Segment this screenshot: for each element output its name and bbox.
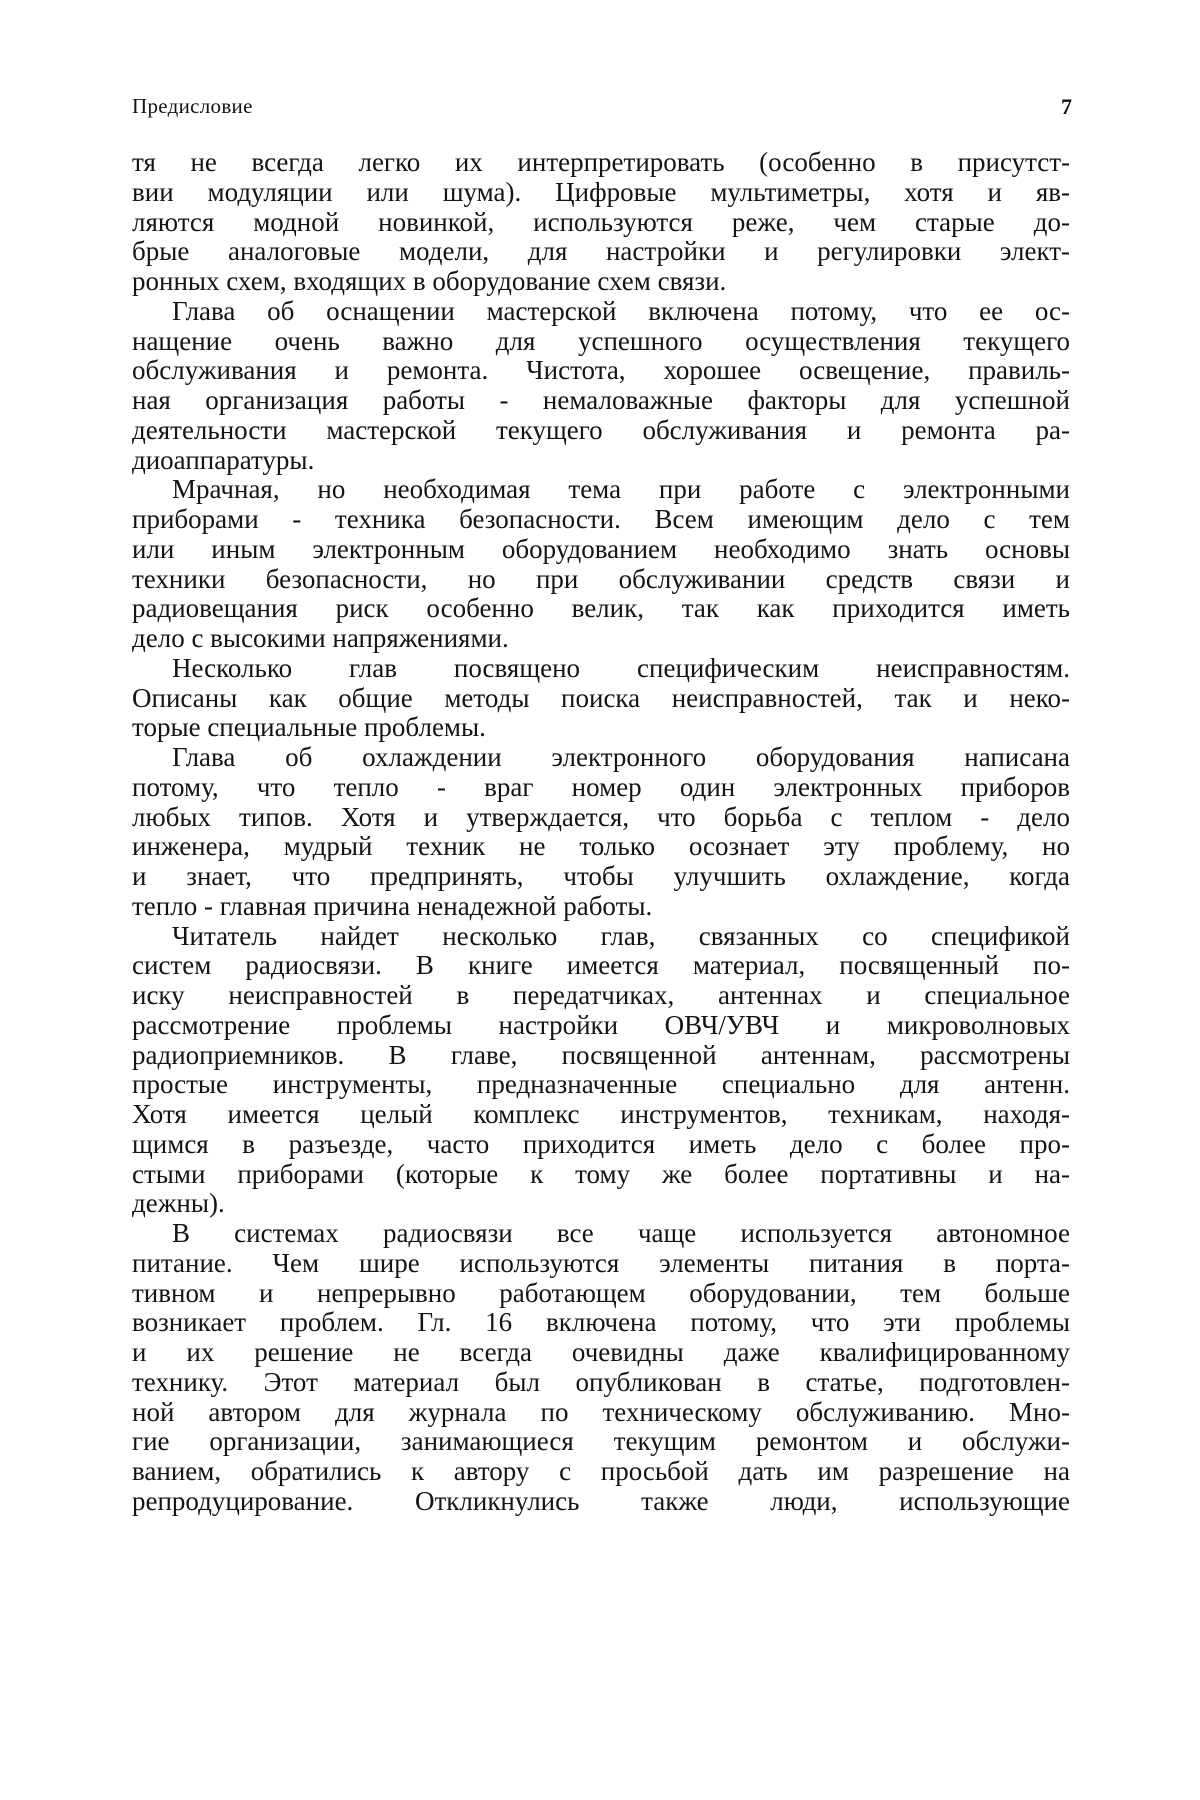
paragraph [132,654,1070,743]
paragraph [132,1219,1070,1517]
text-line: Глава об оснащении мастерской включена потому, что ее ос- [172,296,1070,326]
text-line: репродуцирование. Откликнулись также люди, использующие [132,1486,1070,1516]
text-line: стыми приборами (которые к тому же более портативны и на- [132,1159,1070,1189]
text-line: диоаппаратуры. [132,445,315,475]
text-line: гие организации, занимающиеся текущим ремонтом и обслужи- [132,1427,1070,1457]
text-line: дело с высокими напряжениями. [132,624,509,653]
text-line: питание. Чем шире используются элементы питания в порта- [132,1248,1070,1278]
text-line: и их решение не всегда очевидны даже квалифицированному [132,1338,1070,1367]
text-line: дежны). [132,1189,225,1219]
text-line: ронных схем, входящих в оборудование схем связи. [132,267,727,296]
text-line: иску неисправностей в передатчиках, антеннах и специальное [132,981,1070,1010]
paragraph [132,922,1070,1220]
page-number: 7 [1061,94,1072,119]
text-line: ванием, обратились к автору с просьбой дать им разрешение на [132,1457,1070,1486]
text-line: Несколько глав посвящено специфическим неисправностям. [172,653,1070,683]
text-line: техники безопасности, но при обслуживании средств связи и [132,564,1070,594]
text-line: Мрачная, но необходимая тема при работе с электронными [172,475,1070,505]
paragraph [132,475,1070,654]
text-line: возникает проблем. Гл. 16 включена потому, что эти проблемы [132,1308,1070,1338]
text-line: Глава об охлаждении электронного оборудования написана [172,743,1070,772]
text-line: и знает, что предпринять, чтобы улучшить охлаждение, когда [132,862,1070,891]
text-line: радиовещания риск особенно велик, так как приходится иметь [132,594,1070,624]
text-line: или иным электронным оборудованием необходимо знать основы [132,534,1070,564]
text-line: вии модуляции или шума). Цифровые мультиметры, хотя и яв- [132,177,1070,207]
text-line: Описаны как общие методы поиска неисправностей, так и неко- [132,683,1070,713]
text-line: инженера, мудрый техник не только осознает эту проблему, но [132,832,1070,862]
text-line: простые инструменты, предназначенные специально для антенн. [132,1070,1070,1100]
text-line: Читатель найдет несколько глав, связанных со спецификой [172,921,1070,951]
text-line: В системах радиосвязи все чаще используется автономное [172,1219,1070,1248]
text-line: технику. Этот материал был опубликован в статье, подготовлен- [132,1367,1070,1397]
text-line: любых типов. Хотя и утверждается, что борьба с теплом - дело [132,802,1070,832]
text-line: тивном и непрерывно работающем оборудовании, тем больше [132,1278,1070,1308]
text-line: тя не всегда легко их интерпретировать (особенно в присутст- [132,148,1070,177]
running-header [132,94,1072,124]
paragraph [132,743,1070,922]
paragraph [132,297,1070,476]
text-line: деятельности мастерской текущего обслуживания и ремонта ра- [132,415,1070,445]
text-line: рассмотрение проблемы настройки ОВЧ/УВЧ и микроволновых [132,1010,1070,1040]
text-line: Хотя имеется целый комплекс инструментов, техникам, находя- [132,1100,1070,1129]
running-header-title: Предисловие [132,94,253,118]
text-line: потому, что тепло - враг номер один электронных приборов [132,772,1070,802]
text-line: ная организация работы - немаловажные факторы для успешной [132,386,1070,415]
text-line: ляются модной новинкой, используются реже, чем старые до- [132,207,1070,237]
text-line: систем радиосвязи. В книге имеется материал, посвященный по- [132,951,1070,981]
text-line: ной автором для журнала по техническому обслуживанию. Мно- [132,1397,1070,1427]
body-text [132,148,1070,1517]
text-line: радиоприемников. В главе, посвященной антеннам, рассмотрены [132,1040,1070,1070]
text-line: нащение очень важно для успешного осуществления текущего [132,326,1070,356]
text-line: тепло - главная причина ненадежной работы. [132,891,653,921]
text-line: обслуживания и ремонта. Чистота, хорошее освещение, правиль- [132,356,1070,386]
text-line: щимся в разъезде, часто приходится иметь дело с более про- [132,1129,1070,1159]
text-line: брые аналоговые модели, для настройки и регулировки элект- [132,237,1070,267]
paragraph [132,148,1070,297]
text-line: приборами - техника безопасности. Всем имеющим дело с тем [132,505,1070,534]
text-line: торые специальные проблемы. [132,713,486,743]
